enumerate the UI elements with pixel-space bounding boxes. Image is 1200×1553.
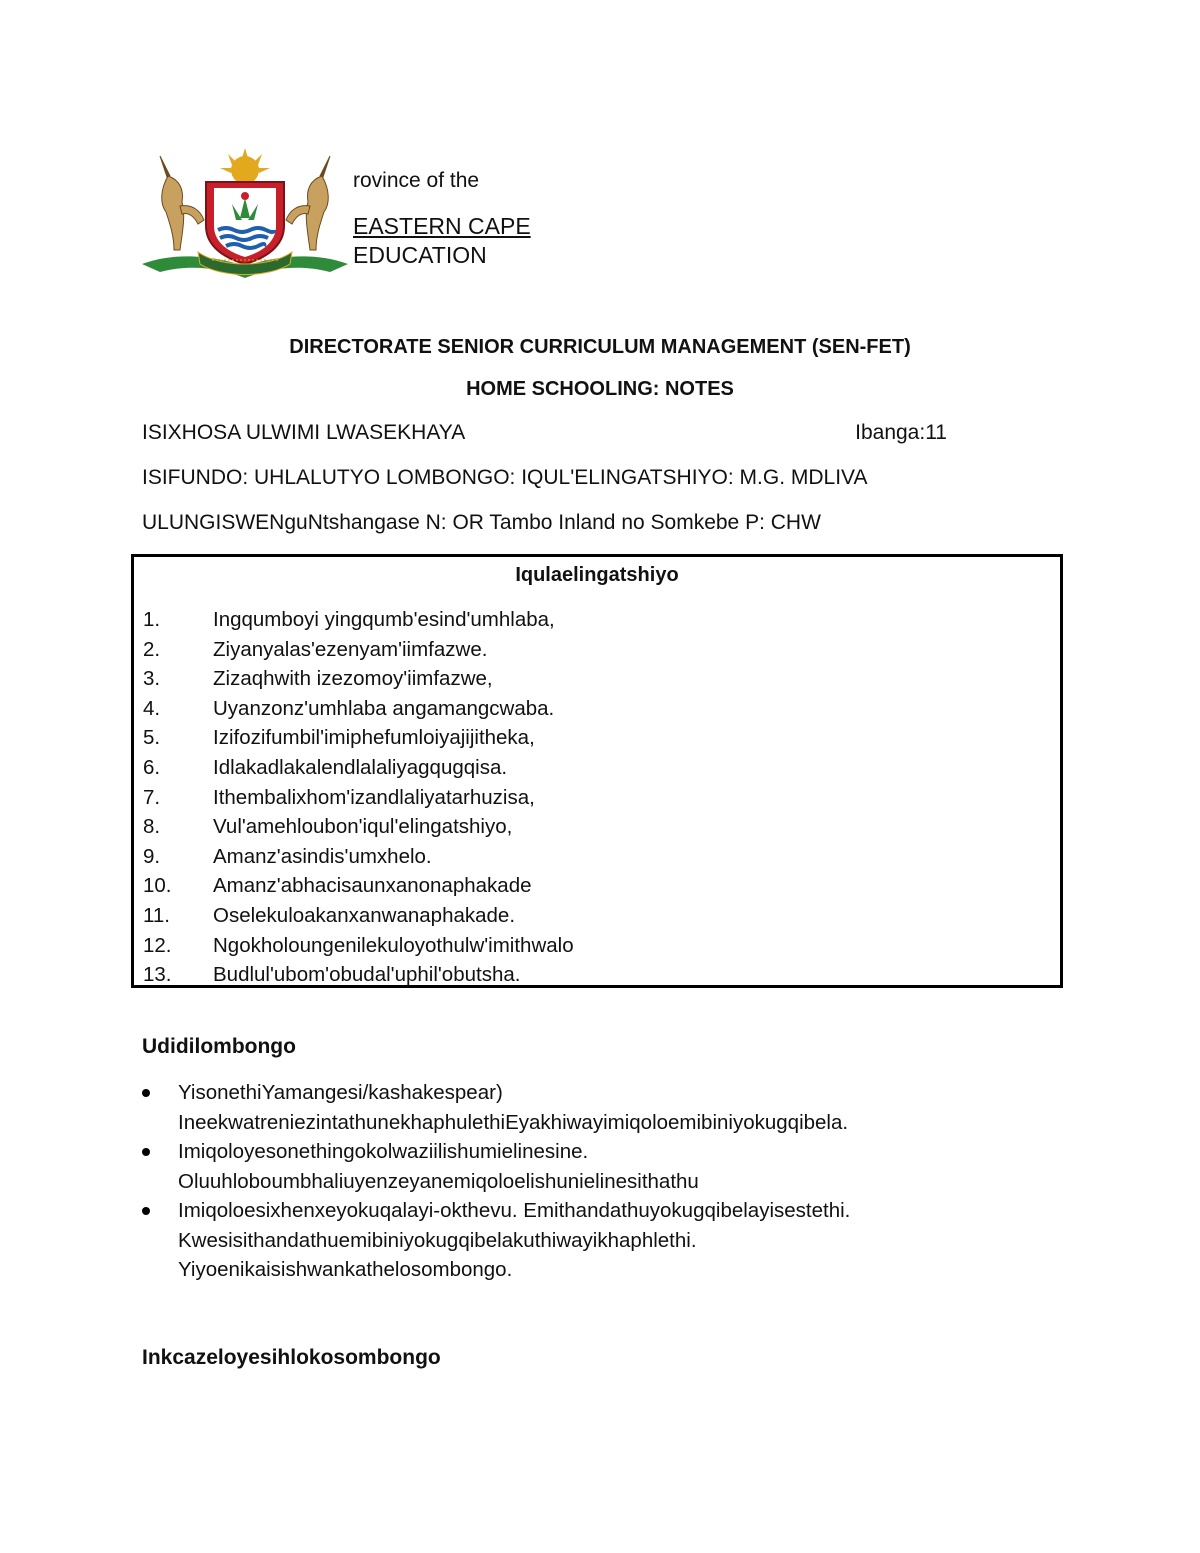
poem-box [131,554,1063,988]
poem-lines [134,605,1060,990]
poem-line-number: 13. [143,963,172,987]
bullet-item [142,1137,1042,1196]
poem-line-text: Amanz'abhacisaunxanonaphakade [213,874,532,898]
topic-line: ISIFUNDO: UHLALUTYO LOMBONGO: IQUL'ELINGATSHIYO: M.G. MDLIVA [142,466,868,489]
bullet-line: Yiyoenikaisishwankathelosombongo. [178,1258,513,1281]
poem-line-number: 9. [143,844,161,868]
poem-line [134,812,1060,842]
poem-line-number: 8. [143,815,161,839]
poem-line-number: 1. [143,608,161,631]
poem-line-text: Zizaqhwith izezomoy'iimfazwe, [213,667,493,691]
bullet-line: YisonethiYamangesi/kashakespear) [178,1081,503,1104]
inkcazelo-heading: Inkcazeloyesihlokosombongo [142,1346,441,1369]
crest-sun [220,148,270,184]
bullet-line: Imiqoloesixhenxeyokuqalayi-okthevu. Emithandathuyokugqibelayisestethi. [178,1199,851,1222]
poem-line-number: 10. [143,874,172,898]
poem-line [134,694,1060,724]
poem-line [134,783,1060,813]
bullet-line: Kwesisithandathuemibiniyokugqibelakuthiwayikhaphlethi. [178,1228,697,1252]
poem-line-number: 5. [143,726,161,750]
poem-line-text: Vul'amehloubon'iqul'elingatshiyo, [213,815,513,839]
bullet-line: IneekwatreniezintathunekhaphulethiEyakhiwayimiqoloemibiniyokugqibela. [178,1110,849,1134]
right-antelope [286,156,330,250]
subject-line [142,421,947,445]
poem-line [134,723,1060,753]
poem-line-text: Ziyanyalas'ezenyam'iimfazwe. [213,637,488,661]
poem-line-text: Ngokholoungenilekuloyothulw'imithwalo [213,933,574,957]
poem-line-text: Izifozifumbil'imiphefumloiyajijitheka, [213,726,535,750]
organisation-name [353,168,531,270]
bullet-icon [142,1207,150,1215]
poem-line-number: 7. [143,785,161,809]
education-text: EDUCATION [353,242,487,268]
poem-line [134,664,1060,694]
poem-line [134,871,1060,901]
poem-line-text: Idlakadlakalendlalaliyagqugqisa. [213,755,508,779]
poem-line [134,635,1060,665]
udidi-bullet-list [142,1078,1042,1285]
grade-text: Ibanga:11 [855,421,947,444]
bullet-item [142,1078,1042,1137]
bullet-line: Oluuhloboumbhaliuyenzeyanemiqoloelishunielinesithathu [178,1169,699,1193]
subject-text: ISIXHOSA ULWIMI LWASEKHAYA [142,421,466,444]
directorate-title: DIRECTORATE SENIOR CURRICULUM MANAGEMENT (SEN-FET) [289,336,911,358]
home-schooling-title: HOME SCHOOLING: NOTES [466,378,734,400]
poem-line-number: 3. [143,667,161,691]
poem-line-text: Budlul'ubom'obudal'uphil'obutsha. [213,963,521,987]
province-text: rovince of the [353,169,480,192]
poem-line-number: 11. [143,903,170,927]
eastern-cape-text: EASTERN CAPE [353,213,531,240]
poem-line-text: Oselekuloakanxanwanaphakade. [213,903,516,927]
udidi-heading: Udidilombongo [142,1035,296,1058]
poem-line [134,960,1060,990]
poem-line [134,931,1060,961]
bullet-line: Imiqoloyesonethingokolwaziilishumielinesine. [178,1140,589,1163]
bullet-icon [142,1148,150,1156]
poem-line [134,753,1060,783]
poem-title: Iqulaelingatshiyo [515,564,679,586]
poem-line-number: 2. [143,637,161,661]
poem-line [134,605,1060,635]
poem-line-text: Ingqumboyi yingqumb'esind'umhlaba, [213,608,555,631]
poem-line-text: Amanz'asindis'umxhelo. [213,844,432,868]
poem-line [134,901,1060,931]
poem-line-text: Uyanzonz'umhlaba angamangcwaba. [213,696,555,720]
coat-of-arms-logo [140,146,350,282]
poem-line-number: 12. [143,933,172,957]
left-antelope [160,156,204,250]
prepared-by-line: ULUNGISWENguNtshangase N: OR Tambo Inland no Somkebe P: CHW [142,511,821,534]
poem-line-text: Ithembalixhom'izandlaliyatarhuzisa, [213,785,535,809]
crest-shield [206,182,284,264]
bullet-item [142,1196,1042,1285]
poem-line [134,842,1060,872]
poem-line-number: 4. [143,696,161,720]
poem-line-number: 6. [143,755,161,779]
bullet-icon [142,1089,150,1097]
